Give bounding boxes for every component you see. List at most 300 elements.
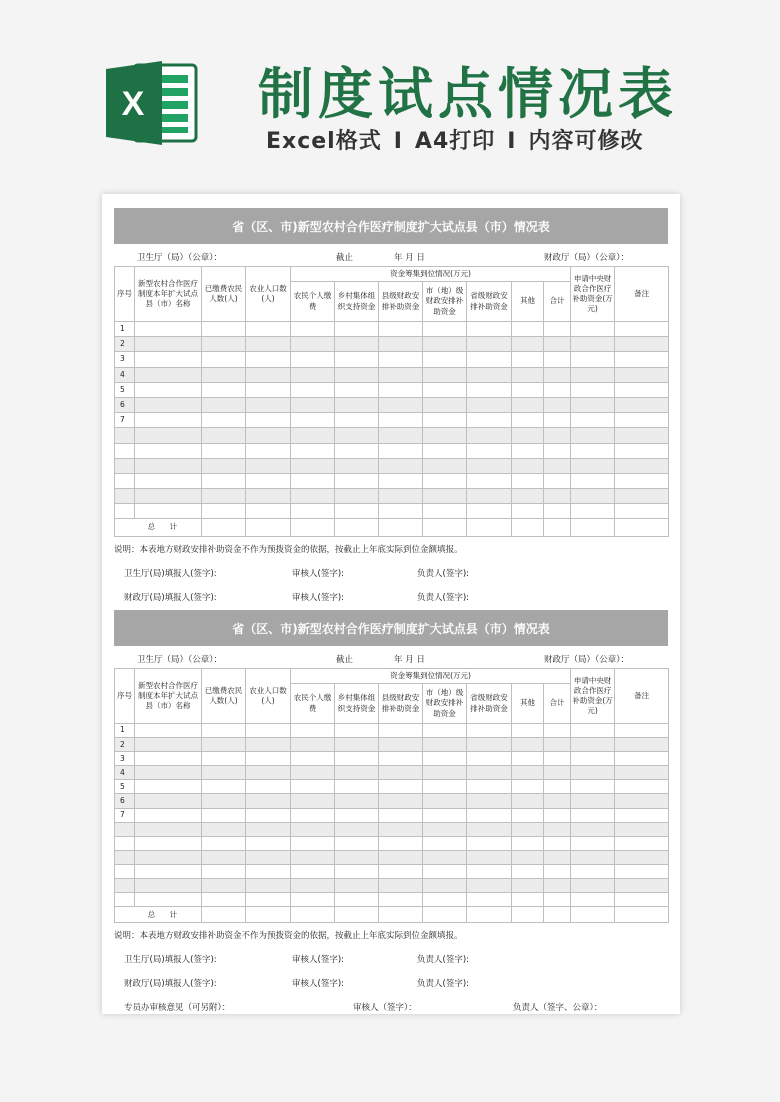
table-cell[interactable] <box>423 724 467 738</box>
table-cell[interactable] <box>379 367 423 382</box>
table-cell[interactable] <box>202 822 246 836</box>
row-number-cell[interactable]: 3 <box>115 752 135 766</box>
table-cell[interactable] <box>335 428 379 443</box>
table-cell[interactable] <box>615 473 669 488</box>
table-cell[interactable] <box>335 473 379 488</box>
table-cell[interactable] <box>571 352 615 367</box>
table-cell[interactable] <box>512 413 544 428</box>
table-cell[interactable] <box>291 893 335 907</box>
table-cell[interactable] <box>571 382 615 397</box>
table-cell[interactable] <box>544 836 571 850</box>
table-cell[interactable] <box>291 766 335 780</box>
table-cell[interactable] <box>202 504 246 519</box>
row-number-cell[interactable] <box>115 850 135 864</box>
total-cell[interactable] <box>379 907 423 923</box>
table-cell[interactable] <box>544 794 571 808</box>
table-cell[interactable] <box>202 752 246 766</box>
table-cell[interactable] <box>202 382 246 397</box>
table-cell[interactable] <box>571 489 615 504</box>
table-cell[interactable] <box>544 489 571 504</box>
table-cell[interactable] <box>335 458 379 473</box>
table-cell[interactable] <box>615 752 669 766</box>
table-cell[interactable] <box>615 322 669 337</box>
table-cell[interactable] <box>571 322 615 337</box>
table-cell[interactable] <box>335 738 379 752</box>
row-number-cell[interactable]: 2 <box>115 337 135 352</box>
table-cell[interactable] <box>202 489 246 504</box>
table-cell[interactable] <box>544 752 571 766</box>
table-cell[interactable] <box>335 337 379 352</box>
row-number-cell[interactable] <box>115 893 135 907</box>
table-cell[interactable] <box>544 428 571 443</box>
table-cell[interactable] <box>335 766 379 780</box>
table-cell[interactable] <box>571 879 615 893</box>
table-cell[interactable] <box>335 864 379 878</box>
table-cell[interactable] <box>615 458 669 473</box>
total-cell[interactable] <box>246 907 291 923</box>
table-cell[interactable] <box>135 413 202 428</box>
table-cell[interactable] <box>544 367 571 382</box>
table-cell[interactable] <box>246 367 291 382</box>
table-cell[interactable] <box>467 864 512 878</box>
table-cell[interactable] <box>291 724 335 738</box>
table-cell[interactable] <box>291 738 335 752</box>
table-cell[interactable] <box>135 489 202 504</box>
table-cell[interactable] <box>467 850 512 864</box>
table-cell[interactable] <box>291 397 335 412</box>
table-cell[interactable] <box>512 367 544 382</box>
table-cell[interactable] <box>246 808 291 822</box>
table-cell[interactable] <box>615 397 669 412</box>
table-cell[interactable] <box>202 367 246 382</box>
table-cell[interactable] <box>379 794 423 808</box>
table-cell[interactable] <box>544 879 571 893</box>
table-cell[interactable] <box>423 808 467 822</box>
row-number-cell[interactable] <box>115 879 135 893</box>
total-cell[interactable] <box>423 519 467 536</box>
row-number-cell[interactable] <box>115 822 135 836</box>
row-number-cell[interactable] <box>115 458 135 473</box>
row-number-cell[interactable]: 3 <box>115 352 135 367</box>
table-cell[interactable] <box>544 443 571 458</box>
table-cell[interactable] <box>544 780 571 794</box>
table-cell[interactable] <box>246 780 291 794</box>
table-cell[interactable] <box>615 766 669 780</box>
table-cell[interactable] <box>291 864 335 878</box>
table-cell[interactable] <box>467 836 512 850</box>
table-cell[interactable] <box>135 766 202 780</box>
table-cell[interactable] <box>379 738 423 752</box>
table-cell[interactable] <box>135 504 202 519</box>
table-cell[interactable] <box>291 836 335 850</box>
table-cell[interactable] <box>246 893 291 907</box>
row-number-cell[interactable] <box>115 443 135 458</box>
table-cell[interactable] <box>246 397 291 412</box>
table-cell[interactable] <box>135 893 202 907</box>
table-cell[interactable] <box>202 850 246 864</box>
table-cell[interactable] <box>246 443 291 458</box>
table-cell[interactable] <box>423 879 467 893</box>
table-cell[interactable] <box>335 489 379 504</box>
table-cell[interactable] <box>246 738 291 752</box>
table-cell[interactable] <box>467 473 512 488</box>
table-cell[interactable] <box>379 836 423 850</box>
table-cell[interactable] <box>423 893 467 907</box>
table-cell[interactable] <box>423 473 467 488</box>
table-cell[interactable] <box>512 428 544 443</box>
table-cell[interactable] <box>467 752 512 766</box>
table-cell[interactable] <box>571 780 615 794</box>
table-cell[interactable] <box>423 780 467 794</box>
table-cell[interactable] <box>135 367 202 382</box>
table-cell[interactable] <box>615 428 669 443</box>
table-cell[interactable] <box>467 738 512 752</box>
table-cell[interactable] <box>135 428 202 443</box>
table-cell[interactable] <box>379 489 423 504</box>
table-cell[interactable] <box>467 367 512 382</box>
table-cell[interactable] <box>246 504 291 519</box>
table-cell[interactable] <box>467 808 512 822</box>
total-cell[interactable] <box>571 907 615 923</box>
table-cell[interactable] <box>202 836 246 850</box>
table-cell[interactable] <box>512 504 544 519</box>
table-cell[interactable] <box>135 443 202 458</box>
table-cell[interactable] <box>246 864 291 878</box>
table-cell[interactable] <box>615 780 669 794</box>
table-cell[interactable] <box>512 766 544 780</box>
table-cell[interactable] <box>615 836 669 850</box>
table-cell[interactable] <box>379 458 423 473</box>
table-cell[interactable] <box>335 836 379 850</box>
table-cell[interactable] <box>544 397 571 412</box>
table-cell[interactable] <box>379 382 423 397</box>
table-cell[interactable] <box>202 397 246 412</box>
table-cell[interactable] <box>379 724 423 738</box>
table-cell[interactable] <box>544 473 571 488</box>
table-cell[interactable] <box>423 413 467 428</box>
table-cell[interactable] <box>512 473 544 488</box>
table-cell[interactable] <box>291 780 335 794</box>
table-cell[interactable] <box>335 443 379 458</box>
table-cell[interactable] <box>379 352 423 367</box>
table-cell[interactable] <box>467 766 512 780</box>
table-cell[interactable] <box>467 382 512 397</box>
table-cell[interactable] <box>544 413 571 428</box>
table-cell[interactable] <box>135 836 202 850</box>
table-cell[interactable] <box>423 504 467 519</box>
table-cell[interactable] <box>423 458 467 473</box>
table-cell[interactable] <box>202 780 246 794</box>
total-cell[interactable] <box>379 519 423 536</box>
table-cell[interactable] <box>335 322 379 337</box>
table-cell[interactable] <box>512 893 544 907</box>
row-number-cell[interactable]: 5 <box>115 382 135 397</box>
table-cell[interactable] <box>335 397 379 412</box>
table-cell[interactable] <box>379 397 423 412</box>
total-cell[interactable] <box>202 519 246 536</box>
table-cell[interactable] <box>246 766 291 780</box>
table-cell[interactable] <box>246 322 291 337</box>
table-cell[interactable] <box>335 352 379 367</box>
table-cell[interactable] <box>246 382 291 397</box>
table-cell[interactable] <box>246 794 291 808</box>
table-cell[interactable] <box>335 780 379 794</box>
table-cell[interactable] <box>467 794 512 808</box>
table-cell[interactable] <box>135 780 202 794</box>
table-cell[interactable] <box>202 322 246 337</box>
table-cell[interactable] <box>467 489 512 504</box>
table-cell[interactable] <box>423 352 467 367</box>
table-cell[interactable] <box>135 850 202 864</box>
table-cell[interactable] <box>202 352 246 367</box>
table-cell[interactable] <box>246 752 291 766</box>
table-cell[interactable] <box>335 504 379 519</box>
table-cell[interactable] <box>379 413 423 428</box>
table-cell[interactable] <box>423 752 467 766</box>
table-cell[interactable] <box>615 443 669 458</box>
table-cell[interactable] <box>202 738 246 752</box>
row-number-cell[interactable]: 1 <box>115 322 135 337</box>
table-cell[interactable] <box>423 864 467 878</box>
table-cell[interactable] <box>423 322 467 337</box>
table-cell[interactable] <box>423 489 467 504</box>
table-cell[interactable] <box>291 794 335 808</box>
table-cell[interactable] <box>512 397 544 412</box>
table-cell[interactable] <box>202 337 246 352</box>
row-number-cell[interactable]: 2 <box>115 738 135 752</box>
table-cell[interactable] <box>467 822 512 836</box>
total-cell[interactable] <box>571 519 615 536</box>
table-cell[interactable] <box>335 367 379 382</box>
table-cell[interactable] <box>291 808 335 822</box>
table-cell[interactable] <box>512 879 544 893</box>
table-cell[interactable] <box>246 473 291 488</box>
table-cell[interactable] <box>335 382 379 397</box>
table-cell[interactable] <box>512 864 544 878</box>
row-number-cell[interactable] <box>115 504 135 519</box>
table-cell[interactable] <box>246 879 291 893</box>
table-cell[interactable] <box>615 382 669 397</box>
table-cell[interactable] <box>135 397 202 412</box>
table-cell[interactable] <box>135 322 202 337</box>
table-cell[interactable] <box>423 766 467 780</box>
row-number-cell[interactable]: 6 <box>115 794 135 808</box>
table-cell[interactable] <box>135 752 202 766</box>
table-cell[interactable] <box>202 808 246 822</box>
table-cell[interactable] <box>135 808 202 822</box>
table-cell[interactable] <box>291 352 335 367</box>
table-cell[interactable] <box>202 428 246 443</box>
table-cell[interactable] <box>423 794 467 808</box>
table-cell[interactable] <box>512 322 544 337</box>
table-cell[interactable] <box>571 397 615 412</box>
table-cell[interactable] <box>291 752 335 766</box>
table-cell[interactable] <box>135 337 202 352</box>
row-number-cell[interactable] <box>115 489 135 504</box>
table-cell[interactable] <box>291 367 335 382</box>
table-cell[interactable] <box>571 822 615 836</box>
table-cell[interactable] <box>379 766 423 780</box>
table-cell[interactable] <box>512 822 544 836</box>
table-cell[interactable] <box>467 443 512 458</box>
table-cell[interactable] <box>544 322 571 337</box>
table-cell[interactable] <box>246 352 291 367</box>
table-cell[interactable] <box>544 724 571 738</box>
table-cell[interactable] <box>246 489 291 504</box>
row-number-cell[interactable]: 1 <box>115 724 135 738</box>
table-cell[interactable] <box>246 850 291 864</box>
table-cell[interactable] <box>379 504 423 519</box>
table-cell[interactable] <box>512 752 544 766</box>
table-cell[interactable] <box>135 822 202 836</box>
table-cell[interactable] <box>135 879 202 893</box>
table-cell[interactable] <box>467 397 512 412</box>
table-cell[interactable] <box>335 822 379 836</box>
table-cell[interactable] <box>544 893 571 907</box>
table-cell[interactable] <box>512 780 544 794</box>
table-cell[interactable] <box>467 413 512 428</box>
table-cell[interactable] <box>423 428 467 443</box>
row-number-cell[interactable]: 5 <box>115 780 135 794</box>
table-cell[interactable] <box>335 752 379 766</box>
table-cell[interactable] <box>467 780 512 794</box>
table-cell[interactable] <box>467 504 512 519</box>
table-cell[interactable] <box>246 822 291 836</box>
table-cell[interactable] <box>379 879 423 893</box>
table-cell[interactable] <box>291 443 335 458</box>
table-cell[interactable] <box>291 850 335 864</box>
table-cell[interactable] <box>615 724 669 738</box>
row-number-cell[interactable]: 7 <box>115 413 135 428</box>
table-cell[interactable] <box>615 738 669 752</box>
table-cell[interactable] <box>571 337 615 352</box>
table-cell[interactable] <box>135 724 202 738</box>
table-cell[interactable] <box>379 443 423 458</box>
table-cell[interactable] <box>379 337 423 352</box>
table-cell[interactable] <box>544 850 571 864</box>
table-cell[interactable] <box>423 836 467 850</box>
table-cell[interactable] <box>135 473 202 488</box>
table-cell[interactable] <box>571 504 615 519</box>
total-cell[interactable] <box>291 907 335 923</box>
table-cell[interactable] <box>615 489 669 504</box>
total-cell[interactable] <box>335 907 379 923</box>
table-cell[interactable] <box>571 428 615 443</box>
table-cell[interactable] <box>544 352 571 367</box>
table-cell[interactable] <box>544 458 571 473</box>
table-cell[interactable] <box>512 794 544 808</box>
table-cell[interactable] <box>202 766 246 780</box>
total-cell[interactable] <box>202 907 246 923</box>
table-cell[interactable] <box>467 352 512 367</box>
table-cell[interactable] <box>135 864 202 878</box>
row-number-cell[interactable] <box>115 428 135 443</box>
table-cell[interactable] <box>571 738 615 752</box>
row-number-cell[interactable]: 6 <box>115 397 135 412</box>
table-cell[interactable] <box>423 337 467 352</box>
table-cell[interactable] <box>379 428 423 443</box>
table-cell[interactable] <box>571 443 615 458</box>
total-cell[interactable] <box>544 519 571 536</box>
table-cell[interactable] <box>544 738 571 752</box>
table-cell[interactable] <box>615 893 669 907</box>
table-cell[interactable] <box>291 428 335 443</box>
table-cell[interactable] <box>202 879 246 893</box>
table-cell[interactable] <box>379 473 423 488</box>
table-cell[interactable] <box>202 458 246 473</box>
table-cell[interactable] <box>246 428 291 443</box>
table-cell[interactable] <box>571 850 615 864</box>
table-cell[interactable] <box>135 458 202 473</box>
table-cell[interactable] <box>615 352 669 367</box>
row-number-cell[interactable] <box>115 864 135 878</box>
total-cell[interactable] <box>615 907 669 923</box>
table-cell[interactable] <box>615 879 669 893</box>
total-cell[interactable] <box>615 519 669 536</box>
table-cell[interactable] <box>571 413 615 428</box>
table-cell[interactable] <box>615 337 669 352</box>
table-cell[interactable] <box>202 864 246 878</box>
table-cell[interactable] <box>571 893 615 907</box>
table-cell[interactable] <box>571 808 615 822</box>
table-cell[interactable] <box>335 893 379 907</box>
table-cell[interactable] <box>335 808 379 822</box>
table-cell[interactable] <box>423 850 467 864</box>
table-cell[interactable] <box>135 352 202 367</box>
table-cell[interactable] <box>291 473 335 488</box>
total-cell[interactable] <box>423 907 467 923</box>
table-cell[interactable] <box>423 822 467 836</box>
table-cell[interactable] <box>571 836 615 850</box>
table-cell[interactable] <box>291 322 335 337</box>
table-cell[interactable] <box>544 864 571 878</box>
table-cell[interactable] <box>291 382 335 397</box>
table-cell[interactable] <box>544 766 571 780</box>
table-cell[interactable] <box>135 738 202 752</box>
total-cell[interactable] <box>467 907 512 923</box>
table-cell[interactable] <box>379 850 423 864</box>
table-cell[interactable] <box>615 822 669 836</box>
table-cell[interactable] <box>544 808 571 822</box>
table-cell[interactable] <box>615 794 669 808</box>
total-cell[interactable] <box>246 519 291 536</box>
table-cell[interactable] <box>615 864 669 878</box>
table-cell[interactable] <box>423 738 467 752</box>
table-cell[interactable] <box>291 458 335 473</box>
table-cell[interactable] <box>512 489 544 504</box>
table-cell[interactable] <box>379 822 423 836</box>
table-cell[interactable] <box>202 443 246 458</box>
table-cell[interactable] <box>615 504 669 519</box>
table-cell[interactable] <box>512 738 544 752</box>
table-cell[interactable] <box>467 724 512 738</box>
table-cell[interactable] <box>291 504 335 519</box>
table-cell[interactable] <box>544 504 571 519</box>
table-cell[interactable] <box>571 367 615 382</box>
table-cell[interactable] <box>423 382 467 397</box>
table-cell[interactable] <box>135 794 202 808</box>
table-cell[interactable] <box>571 724 615 738</box>
total-cell[interactable] <box>512 907 544 923</box>
table-cell[interactable] <box>379 780 423 794</box>
table-cell[interactable] <box>571 752 615 766</box>
table-cell[interactable] <box>291 489 335 504</box>
table-cell[interactable] <box>379 808 423 822</box>
table-cell[interactable] <box>246 458 291 473</box>
table-cell[interactable] <box>467 428 512 443</box>
table-cell[interactable] <box>335 850 379 864</box>
table-cell[interactable] <box>291 413 335 428</box>
